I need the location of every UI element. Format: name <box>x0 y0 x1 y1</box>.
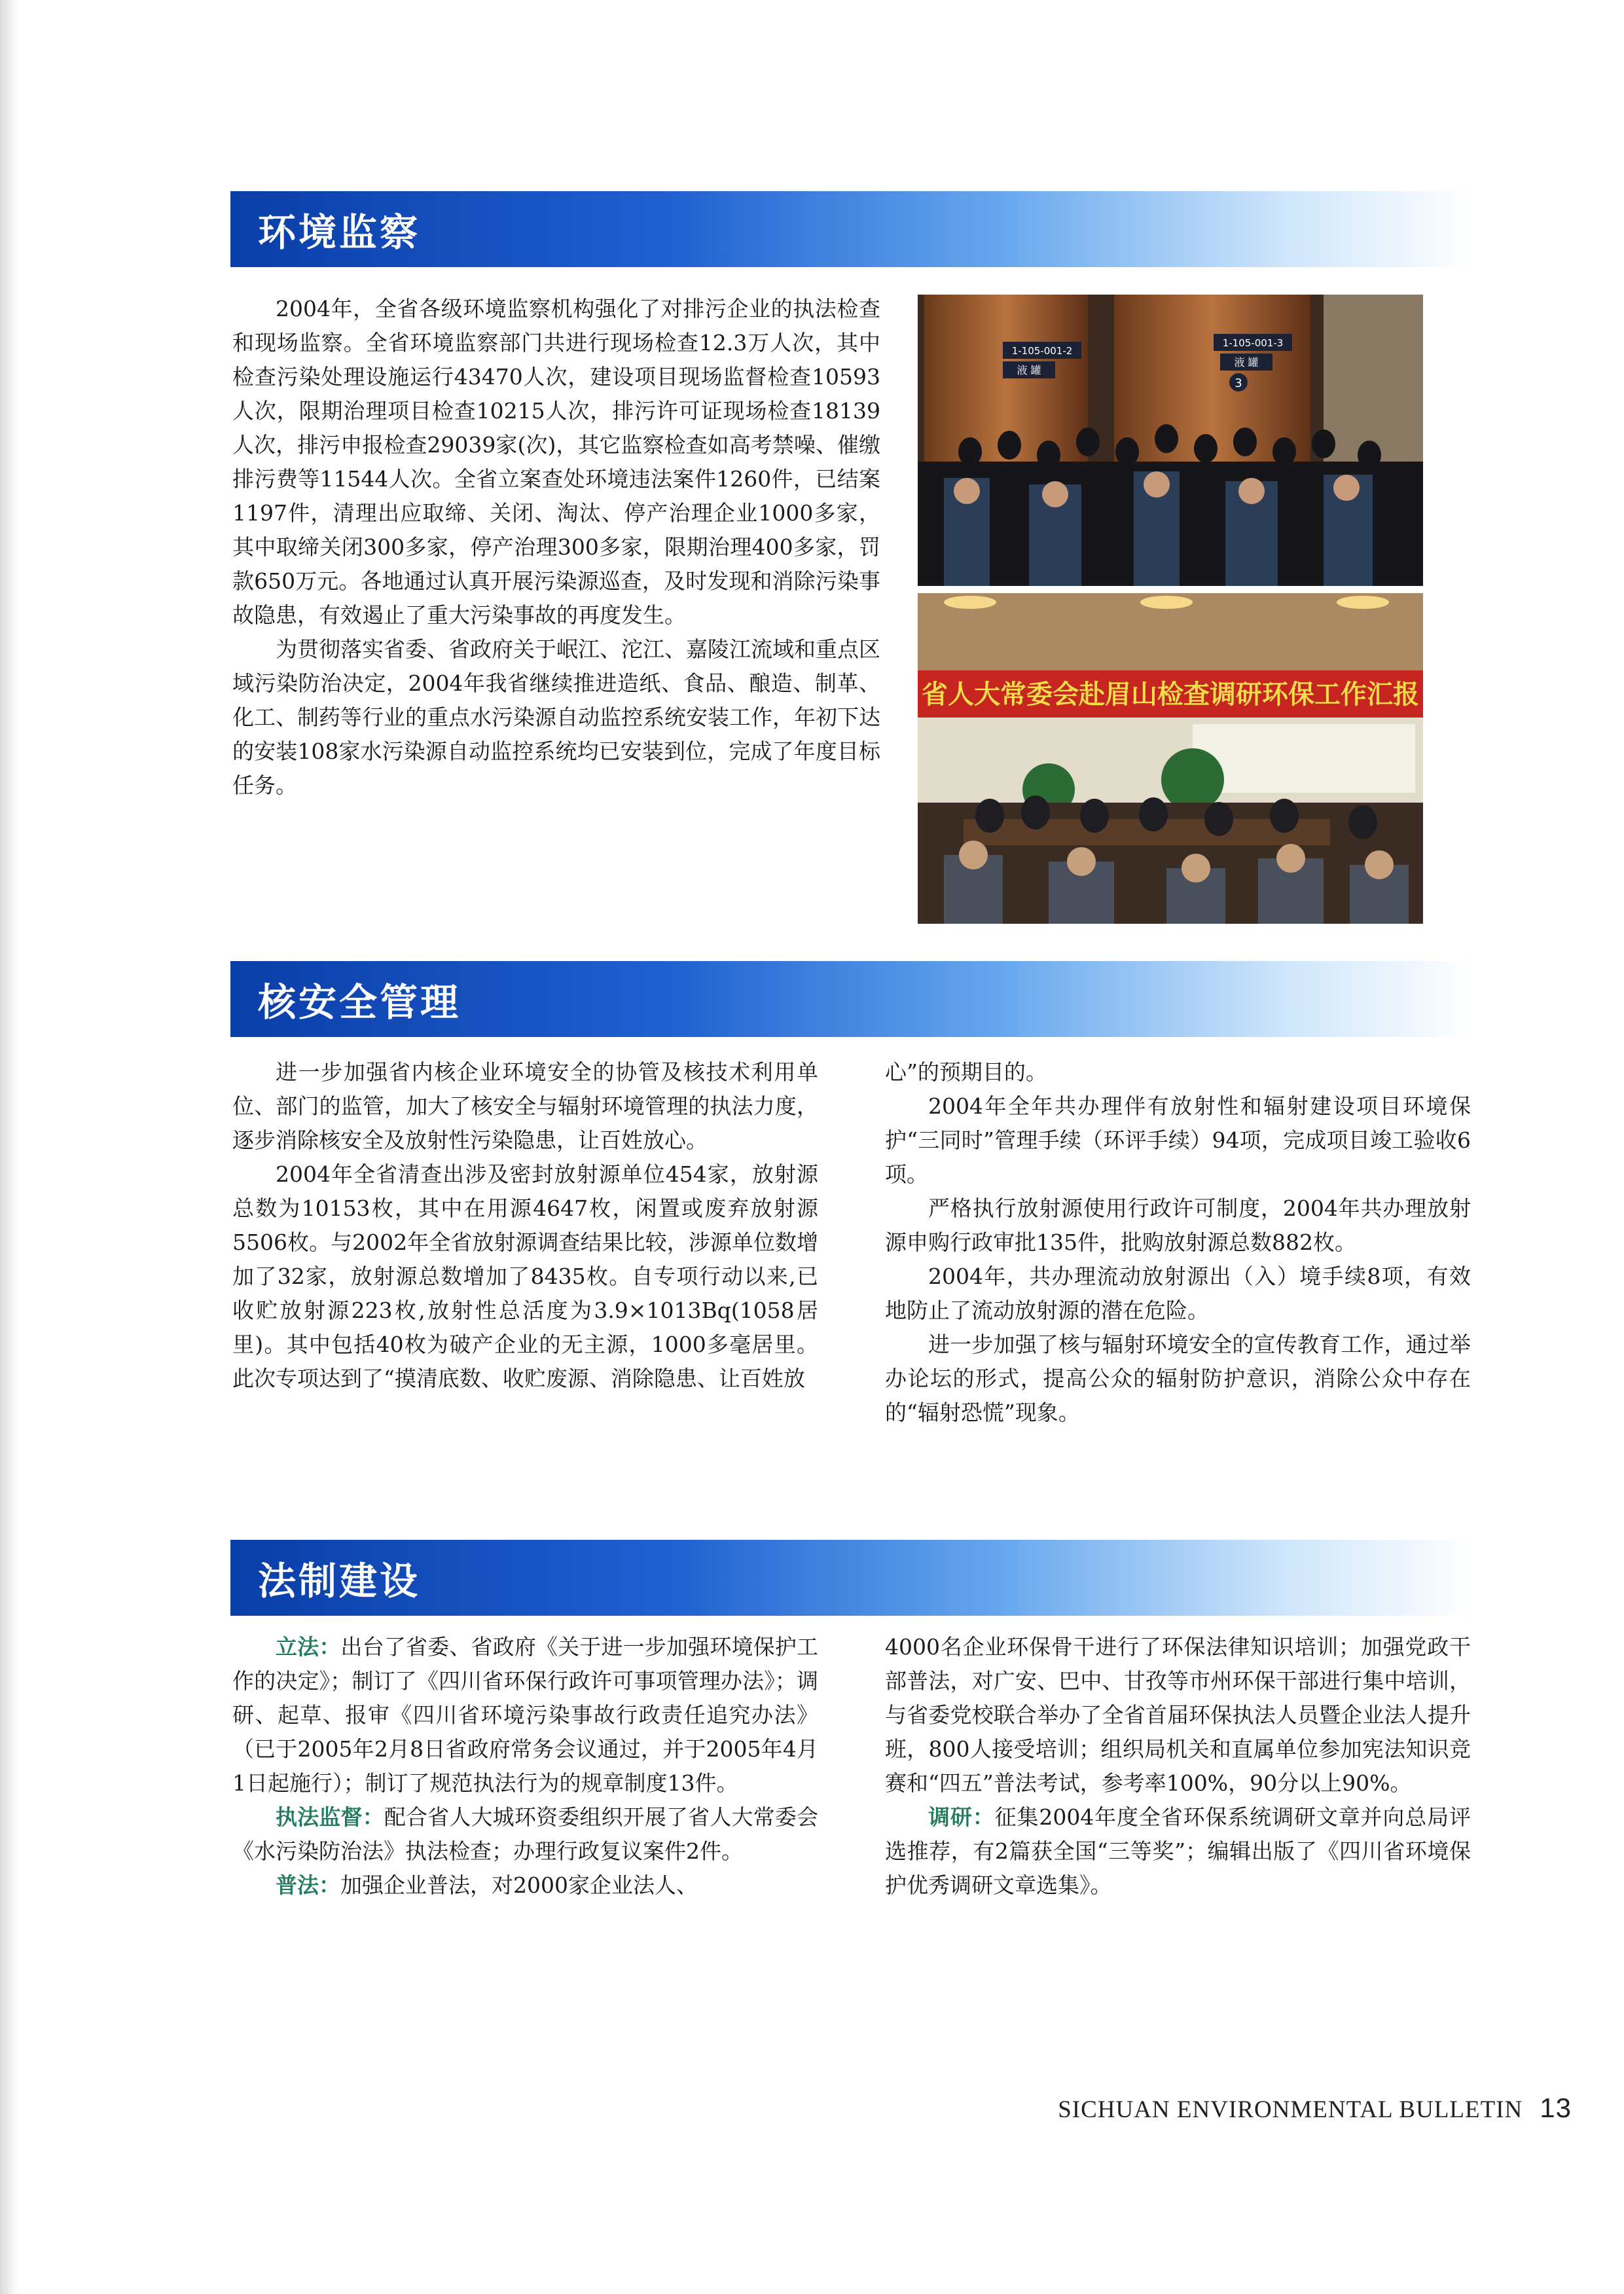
section-banner-nuclear <box>230 961 1474 1037</box>
legal-text-legislation: 出台了省委、省政府《关于进一步加强环境保护工作的决定》；制订了《四川省环保行政许可事项管理办法》；调研、起草、报审《四川省环境污染事故行政责任追究办法》（已于2005年2月8日省政府常务会议通过，并于2005年4月1日起施行）；制订了规范执法行为的规章制度13件。 <box>232 1634 818 1796</box>
legal-item-research <box>885 1800 1471 1903</box>
legal-label-research: 调研： <box>928 1804 995 1830</box>
section-title-nuclear: 核安全管理 <box>258 980 461 1025</box>
nuclear-paragraph-4: 严格执行放射源使用行政许可制度，2004年共办理放射源申购行政审批135件，批购放射源总数882枚。 <box>885 1195 1471 1255</box>
scan-edge <box>0 0 20 2294</box>
legal-text-popularization: 加强企业普法，对2000家企业法人、 <box>340 1872 698 1898</box>
photo-meeting <box>918 593 1423 924</box>
section-title-monitoring: 环境监察 <box>258 210 421 255</box>
legal-label-popularization: 普法： <box>276 1872 340 1898</box>
monitoring-paragraph-2: 为贯彻落实省委、省政府关于岷江、沱江、嘉陵江流域和重点区域污染防治决定，2004年我省继续推进造纸、食品、酿造、制革、化工、制药等行业的重点水污染源自动监控系统安装工作，年初下达的安装108家水污染源自动监控系统均已安装到位，完成了年度目标任务。 <box>232 636 880 798</box>
nuclear-paragraph-2: 2004年全省清查出涉及密封放射源单位454家，放射源总数为10153枚，其中在用源4647枚，闲置或废弃放射源5506枚。与2002年全省放射源调查结果比较，涉源单位数增加了32家，放射源总数增加了8435枚。自专项行动以来,已收贮放射源223枚,放射性总活度为3.9×1013Bq(1058居里)。其中包括40枚为破产企业的无主源，1000多毫居里。此次专项达到了“摸清底数、收贮废源、消除隐患、让百姓放 <box>232 1161 818 1391</box>
nuclear-paragraph-1: 进一步加强省内核企业环境安全的协管及核技术利用单位、部门的监管，加大了核安全与辐射环境管理的执法力度，逐步消除核安全及放射性污染隐患，让百姓放心。 <box>232 1059 818 1153</box>
legal-text-research: 征集2004年度全省环保系统调研文章并向总局评选推荐，有2篇获全国“三等奖”；编辑出版了《四川省环境保护优秀调研文章选集》。 <box>885 1804 1471 1898</box>
tank-number: 3 <box>1235 376 1242 390</box>
section-banner-monitoring <box>230 191 1474 267</box>
page-footer <box>1058 2092 1572 2124</box>
photo-inspection-site <box>918 295 1423 586</box>
monitoring-text <box>232 292 880 803</box>
legal-label-supervision: 执法监督： <box>276 1804 384 1830</box>
tank-label-left: 1-105-001-2 <box>1011 345 1073 357</box>
section-title-legal: 法制建设 <box>258 1559 421 1603</box>
tank-label-right: 1-105-001-3 <box>1222 337 1284 349</box>
tank-name-left: 液 罐 <box>1017 364 1041 376</box>
nuclear-paragraph-6: 进一步加强了核与辐射环境安全的宣传教育工作，通过举办论坛的形式，提高公众的辐射防护意识，消除公众中存在的“辐射恐慌”现象。 <box>885 1332 1471 1425</box>
legal-right-column <box>885 1630 1471 1903</box>
publication-name: SICHUAN ENVIRONMENTAL BULLETIN <box>1058 2096 1523 2123</box>
legal-item-legislation <box>232 1630 818 1800</box>
photo-meeting-image <box>918 593 1423 924</box>
nuclear-paragraph-5: 2004年，共办理流动放射源出（入）境手续8项，有效地防止了流动放射源的潜在危险。 <box>885 1264 1471 1323</box>
monitoring-paragraph-1: 2004年，全省各级环境监察机构强化了对排污企业的执法检查和现场监察。全省环境监察部门共进行现场检查12.3万人次，其中检查污染处理设施运行43470人次，建设项目现场监督检查10593人次，限期治理项目检查10215人次，排污许可证现场检查18139人次，排污申报检查29039家(次)，其它监察检查如高考禁噪、催缴排污费等11544人次。全省立案查处环境违法案件1260件，已结案1197件，清理出应取缔、关闭、淘汰、停产治理企业1000多家，其中取缔关闭300多家，停产治理300多家，限期治理400多家，罚款650万元。各地通过认真开展污染源巡查，及时发现和消除污染事故隐患，有效遏止了重大污染事故的再度发生。 <box>232 296 880 628</box>
nuclear-paragraph-3: 2004年全年共办理伴有放射性和辐射建设项目环境保护“三同时”管理手续（环评手续）94项，完成项目竣工验收6项。 <box>885 1093 1471 1187</box>
page-number: 13 <box>1540 2092 1572 2123</box>
nuclear-left-column <box>232 1055 818 1396</box>
legal-label-legislation: 立法： <box>276 1634 341 1660</box>
tank-name-right: 液 罐 <box>1234 356 1259 369</box>
nuclear-right-column <box>885 1055 1471 1430</box>
legal-text-supervision: 配合省人大城环资委组织开展了省人大常委会《水污染防治法》执法检查；办理行政复议案件2件。 <box>232 1804 819 1864</box>
nuclear-continuation: 心”的预期目的。 <box>885 1059 1047 1085</box>
legal-item-popularization <box>232 1868 818 1903</box>
section-banner-legal <box>230 1540 1474 1616</box>
legal-item-supervision <box>232 1800 818 1868</box>
meeting-banner-text: 省人大常委会赴眉山检查调研环保工作汇报 <box>922 680 1419 710</box>
photo-inspection-site-image <box>918 295 1423 586</box>
legal-left-column <box>232 1630 818 1903</box>
legal-continuation: 4000名企业环保骨干进行了环保法律知识培训；加强党政干部普法，对广安、巴中、甘孜等市州环保干部进行集中培训，与省委党校联合举办了全省首届环保执法人员暨企业法人提升班，800人接受培训；组织局机关和直属单位参加宪法知识竞赛和“四五”普法考试，参考率100%，90分以上90%。 <box>885 1634 1471 1796</box>
